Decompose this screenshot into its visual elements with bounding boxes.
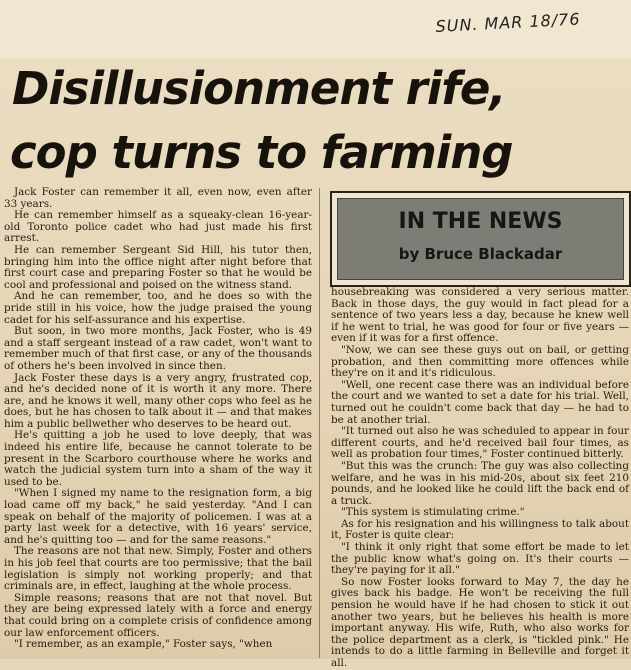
article-left-column bbox=[4, 187, 312, 659]
paragraph: So now Foster looks forward to May 7, the day he gives back his badge. He won't be receiving the full pension he would have if he had chosen to stick it out another two years, but he believes his health is more important anyway. His wife, Ruth, who also works for the police department as a clerk, is "tickled pink." He intends to do a little farming in Belleville and forget it all. bbox=[331, 575, 629, 669]
paragraph: "I remember, as an example," Foster says, "when bbox=[14, 638, 273, 651]
paragraph: As for his resignation and his willingness to talk about it, Foster is quite clear: bbox=[331, 517, 629, 542]
column-divider bbox=[319, 188, 320, 658]
column-title: IN THE NEWS bbox=[398, 209, 563, 234]
paragraph: He's quitting a job he used to love deeply, that was indeed his entire life, because he cannot tolerate to be present in the Scarboro courthouse where he works and watch the judicial system turn into a sham of the way it used to be. bbox=[4, 429, 312, 488]
column-header-panel bbox=[337, 198, 624, 280]
paragraph: The reasons are not that new. Simply, Foster and others in his job feel that courts are too permissive; that the bail legislation is simply not working properly; and that criminals are, in effect, laughing at the whole process. bbox=[4, 545, 312, 593]
paragraph: "When I signed my name to the resignation form, a big load came off my back," he said yesterday. "And I can speak on behalf of the majority of policemen. I was at a party last week for a detective, with 16 years' service, and he's quitting too — and for the same reasons." bbox=[4, 487, 312, 546]
paragraph: "Well, one recent case there was an individual before the court and we wanted to set a date for his trial. Well, turned out he couldn't come back that day — he had to be at another trial. bbox=[331, 378, 629, 426]
paragraph: Jack Foster these days is a very angry, frustrated cop, and he's decided none of it is worth it any more. There are, and he knows it well, many other cops who feel as he does, but he has chosen to talk about it — and that makes him a public bellwether who deserves to be heard out. bbox=[4, 371, 312, 430]
paragraph: "But this was the crunch: The guy was also collecting welfare, and he was in his mid-20s, about six feet 210 pounds, and he looked like he could lift the back end of a truck. bbox=[331, 459, 629, 507]
headline-line-1: Disillusionment rife, bbox=[12, 62, 506, 115]
paragraph: housebreaking was considered a very serious matter. Back in those days, the guy would in fact plead for a sentence of two years less a day, because he knew well if he went to trial, he was good for four or five years — even if it was for a first offence. bbox=[331, 286, 629, 345]
paragraph: "I think it only right that some effort be made to let the public know what's going on. It's their courts — they're paying for it all." bbox=[331, 541, 629, 577]
paragraph: He can remember Sergeant Sid Hill, his tutor then, bringing him into the office night after night before that first court case and preparing Foster so that he would be cool and professional and poised on the witness stand. bbox=[4, 243, 312, 291]
handwritten-date-note: SUN. MAR 18/76 bbox=[435, 9, 581, 36]
paragraph: And he can remember, too, and he does so with the pride still in his voice, how the judge praised the young cadet for his self-assurance and his expertise. bbox=[4, 290, 312, 326]
paragraph: Simple reasons; reasons that are not that novel. But they are being expressed lately with a force and energy that could bring on a complete crisis of confidence among our law enforcement officers. bbox=[4, 591, 312, 639]
paragraph: "This system is stimulating crime." bbox=[341, 506, 525, 519]
paragraph: Jack Foster can remember it all, even now, even after 33 years. bbox=[4, 186, 312, 210]
headline-line-2: cop turns to farming bbox=[10, 126, 513, 179]
paragraph: He can remember himself as a squeaky-clean 16-year-old Toronto police cadet who had just made his first arrest. bbox=[4, 209, 312, 245]
paragraph: "It turned out also he was scheduled to appear in four different courts, and he'd received bail four times, as well as probation four times," Foster continued bitterly. bbox=[331, 425, 629, 461]
article-right-column bbox=[331, 286, 629, 669]
paragraph: "Now, we can see these guys out on bail, or getting probation, and then committing more offences while they're on it and it's ridiculous. bbox=[331, 343, 629, 380]
byline: by Bruce Blackadar bbox=[398, 245, 563, 263]
column-header-box bbox=[330, 191, 631, 287]
paragraph: But soon, in two more months, Jack Foster, who is 49 and a staff sergeant instead of a raw cadet, won't want to remember much of that first case, or any of the thousands of others he's been involved in since then. bbox=[4, 325, 312, 372]
